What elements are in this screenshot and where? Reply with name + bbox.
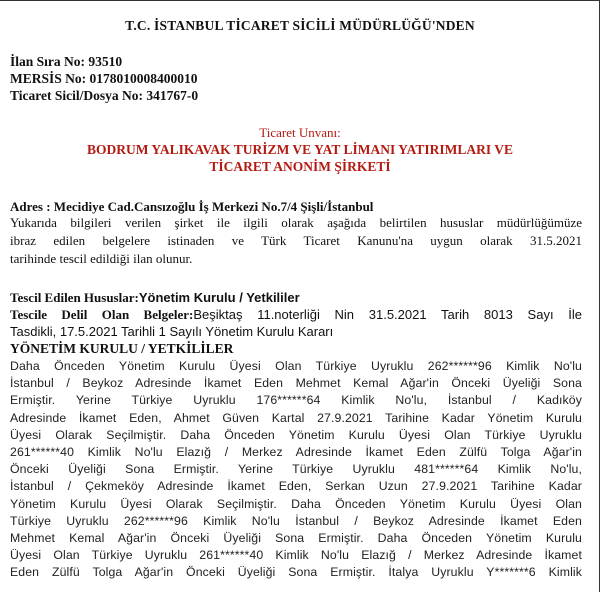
body-line: İstanbul / Çekmeköy Adresinde İkamet Eden, Serkan Uzun 27.9.2021 Tarihine Kadar xyxy=(10,479,582,494)
body-line: 261******40 Kimlik No'lu Elazığ / Merkez Adresinde İkamet Eden Zülfü Tolga Ağar'in xyxy=(10,445,582,460)
registered-matters xyxy=(10,289,582,306)
intro-paragraph xyxy=(10,214,582,268)
body-line: Eden Zülfü Tolga Ağar'in Önceki Üyeliği Sona Ermiştir. İtalya Uyruklu Y*******6 Kimlik xyxy=(10,565,582,580)
body-line: Ermiştir. Yerine Türkiye Uyruklu 176******64 Kimlik No'lu, İstanbul / Kadıköy xyxy=(10,393,582,408)
board-changes-text xyxy=(10,358,582,582)
body-line: Üyesi Olan Türkiye Uyruklu 261******40 Kimlik No'lu Elazığ / Merkez Adresinde İkamet xyxy=(10,548,582,563)
intro-line-3: tarihinde tescil edildiği ilan olunur. xyxy=(10,251,193,266)
body-line: Türkiye Uyruklu 262******96 Kimlik No'lu İstanbul / Beykoz Adresinde İkamet Eden xyxy=(10,513,582,528)
registration-details xyxy=(10,289,582,340)
ilan-sira-no: İlan Sıra No: 93510 xyxy=(10,54,123,69)
address: Adres : Mecidiye Cad.Cansızoğlu İş Merkezi No.7/4 Şişli/İstanbul xyxy=(10,199,374,214)
body-line: Yönetim Kurulu Üyesi Olarak Seçilmiştir. Daha Önceden Yönetim Kurulu Üyesi Olan xyxy=(10,496,582,511)
trade-name-block xyxy=(0,124,600,175)
trade-name-line-2: TİCARET ANONİM ŞİRKETİ xyxy=(209,159,391,174)
evidence-documents-label: Tescile Delil Olan Belgeler: xyxy=(10,307,194,322)
body-line: Daha Önceden Yönetim Kurulu Üyesi Olan Türkiye Uyruklu 262******96 Kimlik No'lu xyxy=(10,359,582,373)
section-title: YÖNETİM KURULU / YETKİLİLER xyxy=(10,341,234,356)
body-line: İstanbul / Beykoz Adresinde İkamet Eden Mehmet Kemal Ağar'in Önceki Üyeliği Sona xyxy=(10,376,582,391)
body-line: Adresinde İkamet Eden, Ahmet Güven Kartal 27.9.2021 Tarihine Kadar Yönetim Kurulu xyxy=(10,410,582,425)
evidence-documents-line-1: Beşiktaş 11.noterliği Nin 31.5.2021 Tarih 8013 Sayı İle xyxy=(193,307,582,322)
mersis-no: MERSİS No: 0178010008400010 xyxy=(10,71,198,86)
registered-matters-value: Yönetim Kurulu / Yetkililer xyxy=(138,290,300,305)
trade-name-line-1: BODRUM YALIKAVAK TURİZM VE YAT LİMANI YATIRIMLARI VE xyxy=(87,142,513,157)
body-line: Önceki Üyeliği Sona Ermiştir. Yerine Türkiye Uyruklu 481******64 Kimlik No'lu, xyxy=(10,462,582,477)
right-border xyxy=(599,0,600,592)
registered-matters-label: Tescil Edilen Hususlar: xyxy=(10,290,139,305)
body-line: Üyesi Olarak Seçilmiştir. Daha Önceden Yönetim Kurulu Üyesi Olan Türkiye Uyruklu xyxy=(10,427,582,442)
notice-meta xyxy=(10,53,198,104)
intro-line-2: ibraz edilen belgelere istinaden ve Türk Ticaret Kanunu'na uygun olarak 31.5.2021 xyxy=(10,233,582,248)
evidence-documents-line-2: Tasdikli, 17.5.2021 Tarihli 1 Sayılı Yönetim Kurulu Kararı xyxy=(10,324,334,339)
registry-header: T.C. İSTANBUL TİCARET SİCİLİ MÜDÜRLÜĞÜ'NDEN xyxy=(125,18,475,33)
trade-name-label: Ticaret Unvanı: xyxy=(259,125,341,140)
ticaret-sicil-no: Ticaret Sicil/Dosya No: 341767-0 xyxy=(10,88,199,103)
top-border xyxy=(0,0,600,1)
body-line: Mehmet Kemal Ağar'in Önceki Üyeliği Sona Ermiştir. Daha Önceden Yönetim Kurulu xyxy=(10,531,582,546)
evidence-documents xyxy=(10,306,582,323)
intro-line-1: Yukarıda bilgileri verilen şirket ile ilgili olarak aşağıda belirtilen hususlar müdürlüğümüze xyxy=(10,215,582,230)
